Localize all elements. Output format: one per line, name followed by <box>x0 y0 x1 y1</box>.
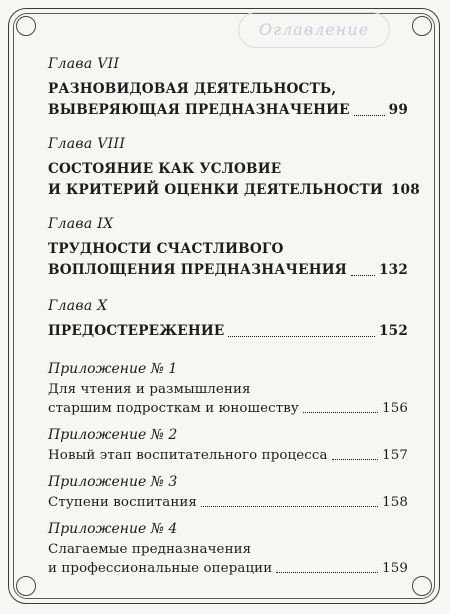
page-number: 99 <box>388 102 408 118</box>
corner-ornament <box>412 16 432 36</box>
chapter-label: Глава X <box>48 298 108 314</box>
toc-entry-appendix-1[interactable] <box>48 360 408 418</box>
chapter-title-line: ТРУДНОСТИ СЧАСТЛИВОГО <box>48 241 284 257</box>
leader-dots <box>228 336 375 337</box>
appendix-title-line: Ступени воспитания <box>48 495 197 510</box>
chapter-title-line: ПРЕДОСТЕРЕЖЕНИЕ <box>48 323 225 339</box>
appendix-title-line: Слагаемые предназначения <box>48 542 252 557</box>
leader-dots <box>332 459 379 460</box>
chapter-title-line: ВЫВЕРЯЮЩАЯ ПРЕДНАЗНАЧЕНИЕ <box>48 102 350 118</box>
page-number: 159 <box>382 561 408 576</box>
appendix-title-line: Новый этап воспитательного процесса <box>48 448 328 463</box>
corner-ornament <box>412 576 432 596</box>
toc-entry-chapter-9[interactable] <box>48 215 408 281</box>
page-number: 152 <box>379 323 408 339</box>
leader-dots <box>354 115 385 116</box>
page-number: 157 <box>382 448 408 463</box>
toc-entry-appendix-2[interactable] <box>48 426 408 465</box>
chapter-title-last-line <box>48 321 408 342</box>
page-number: 132 <box>379 262 408 278</box>
bleed-through-header: Оглавление <box>238 12 390 48</box>
chapter-label: Глава VIII <box>48 136 126 152</box>
toc-entry-chapter-10[interactable] <box>48 297 408 342</box>
appendix-title-last-line <box>48 559 408 578</box>
page-number: 156 <box>382 401 408 416</box>
chapter-title-last-line <box>48 260 408 281</box>
appendix-label: Приложение № 2 <box>48 427 178 443</box>
chapter-title-line: И КРИТЕРИЙ ОЦЕНКИ ДЕЯТЕЛЬНОСТИ <box>48 182 383 198</box>
chapter-title-line: ВОПЛОЩЕНИЯ ПРЕДНАЗНАЧЕНИЯ <box>48 262 347 278</box>
leader-dots <box>351 275 375 276</box>
chapter-title-line: РАЗНОВИДОВАЯ ДЕЯТЕЛЬНОСТЬ, <box>48 81 337 97</box>
corner-ornament <box>16 576 36 596</box>
appendix-title-line: старшим подросткам и юношеству <box>48 401 299 416</box>
chapter-title-line: СОСТОЯНИЕ КАК УСЛОВИЕ <box>48 161 282 177</box>
appendix-title-last-line <box>48 446 408 465</box>
appendix-label: Приложение № 3 <box>48 474 178 490</box>
chapter-title-last-line <box>48 100 408 121</box>
toc-entry-appendix-3[interactable] <box>48 473 408 512</box>
appendix-title-line: и профессиональные операции <box>48 561 273 576</box>
appendix-title-last-line <box>48 493 408 512</box>
appendix-title-last-line <box>48 399 408 418</box>
appendix-label: Приложение № 4 <box>48 521 178 537</box>
toc-entry-chapter-7[interactable] <box>48 55 408 121</box>
chapter-title-last-line <box>48 180 420 201</box>
table-of-contents <box>48 55 420 578</box>
leader-dots <box>201 506 378 507</box>
chapter-label: Глава VII <box>48 56 120 72</box>
page-number: 158 <box>382 495 408 510</box>
page-number: 108 <box>390 182 420 198</box>
corner-ornament <box>16 16 36 36</box>
leader-dots <box>276 572 378 573</box>
leader-dots <box>303 412 378 413</box>
appendix-title-line: Для чтения и размышления <box>48 382 251 397</box>
toc-entry-appendix-4[interactable] <box>48 520 408 578</box>
toc-entry-chapter-8[interactable] <box>48 135 420 201</box>
chapter-label: Глава IX <box>48 216 114 232</box>
appendix-label: Приложение № 1 <box>48 361 178 377</box>
